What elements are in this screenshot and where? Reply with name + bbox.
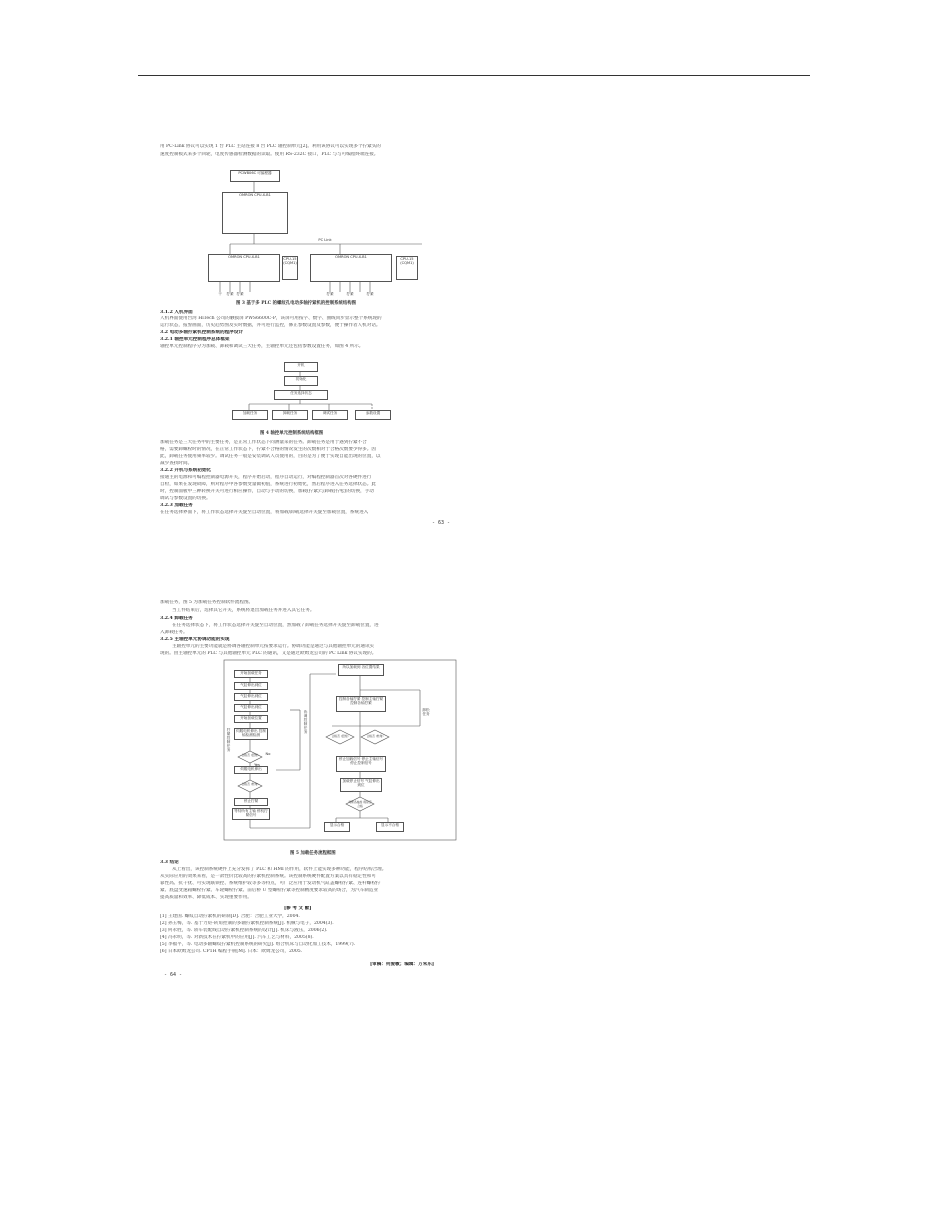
fig4-task-box: 参数设置 — [355, 410, 391, 420]
body-line: 减少查找时间。 — [160, 461, 193, 466]
flow-left-box: 等待所有主轴 停机拧紧信号 — [232, 808, 270, 820]
flow-right-box: 停止加载信号 停止主轴信号 停止控制信号 — [336, 756, 386, 772]
flow-left-box: 气缸伸出到位 — [234, 693, 268, 701]
axis-plc-right: OMRON CPU-X-B1 — [310, 254, 392, 282]
axis-extra-left: CPU-15 (CQM1) — [282, 256, 298, 280]
reference-item: [2] 孙玉梅，等. 基于力矩-转角控制的多轴拧紧机控制系统[J]. 机械与电子，2004(3). — [160, 921, 334, 926]
body-line: 紧、底盘变速箱螺栓拧紧、车轮螺栓拧紧、前后桥 U 型螺栓拧紧等控制精度要求较高的场合，为汽车制造业 — [160, 888, 379, 893]
section-heading: 3.2.2 开机与系统初始化 — [160, 468, 212, 473]
flow-side-label: 拧紧控制任务 — [226, 728, 231, 752]
figure-4-caption: 图 4 轴控单元控制系统结构框图 — [260, 431, 324, 436]
reference-item: [3] 何永胜，等. 轿车装配线自动拧紧机控制系统的设计[J]. 机床与液压，2006(2). — [160, 928, 328, 933]
flow-left-box: 伺服电机伸出 — [234, 766, 268, 774]
figure-5-diagram — [160, 600, 460, 860]
page-number: - 64 - — [164, 972, 183, 978]
section-heading: 3.3 结论 — [160, 860, 179, 865]
body-line: 当工件结束后，选择其它开关，系统将退出加载任务并进入其它任务。 — [172, 608, 315, 613]
page-64-scan — [160, 600, 460, 1020]
body-line: 时，控制面板中三种转换开关可进行相应操作，自动与手动的切换，加载(拧紧)与卸载(拧松)的切换，手动 — [160, 489, 374, 494]
flow-left-box: 气缸伸出到位 — [234, 704, 268, 712]
body-line: 调试与参数设置的切换。 — [160, 496, 211, 501]
flow-left-box: 气缸伸出到位 — [234, 682, 268, 690]
pc-link-label: PC Link — [318, 238, 332, 242]
intro-line: 用 PC-Link 协议可以实现 1 台 PLC 主站连接 8 台 PLC 轴控制单元[2]。利用该协议可以实现多个拧紧头的 — [160, 144, 381, 149]
axis-extra-right: CPU-15 (CQM1) — [396, 256, 418, 280]
body-line: 加载任务，图 5 为加载任务控制软件流程图。 — [160, 600, 254, 605]
fig4-start-box: 开机 — [284, 362, 318, 372]
fig4-task-box: 卸载任务 — [272, 410, 308, 420]
flow-diamond-label: 合格否 (扭矩) — [241, 753, 259, 757]
body-line: 现的。由主轴控单元的 PLC 与其他轴控单元 PLC 的通讯，又是通过欧姆龙公司的 PC Link 协议实现的。 — [160, 651, 377, 656]
section-heading: 3.2.5 主轴控单元协调功能的实现 — [160, 637, 230, 642]
section-heading: 3.2.3 加载任务 — [160, 503, 193, 508]
body-line: 加载任务是三大任务中的主要任务，是正常工作状态下同测量采的任务。卸载任务是用于遇到拧紧不合 — [160, 440, 367, 445]
header-rule — [138, 75, 810, 76]
flow-right-box: 控制各轴拧紧 控制主轴拧紧 控制各轴拧紧 — [336, 696, 386, 712]
body-line: 从上看出，该控制系统硬件上充分发挥了 PLC 和 HMI 的作用，软件上能实现多种功能，程序结构合理。 — [172, 867, 387, 872]
fig4-select-box: 任务选择状态 — [274, 390, 328, 400]
axis-label: 干 — [216, 292, 224, 300]
page-number: - 63 - — [432, 520, 451, 526]
reference-item: [1] 王建国. 螺纹自动拧紧机的研制[D]. 合肥：合肥工业大学，2004. — [160, 914, 300, 919]
figure-3-caption: 图 3 基于多 PLC 的螺纹孔电动多轴拧紧机的控制系统结构图 — [236, 301, 357, 306]
reference-item: [4] 冯永明，等. 对新技术在拧紧机中的应用[J]. 汽车工艺与材料，2005(8). — [160, 935, 314, 940]
body-line: 运行状态，报警画面，历史趋势图及实时数据，并可进行监控，修正参数设置及参数，便于操作者人机对话。 — [160, 323, 381, 328]
axis-label: 拧紧 — [346, 292, 354, 300]
body-line: 此，卸载任务使用频率较少。调试任务一般是安装调试人员使用的，目的是为了便于实现自能出现的位置，以 — [160, 454, 381, 459]
fig4-init-box: 初始化 — [284, 376, 318, 386]
fig4-task-box: 调试任务 — [312, 410, 348, 420]
flow-left-box: 开始加载任务 — [234, 670, 268, 678]
reference-item: [6] 日本欧姆龙公司. CP1H 编程手册[M]. 日本：欧姆龙公司，2005. — [160, 949, 303, 954]
axis-plc-left: OMRON CPU-X-B1 — [208, 254, 280, 282]
editor-note: [审稿：何爱敏；编辑：万朱乐] — [370, 962, 435, 967]
flow-right-box: 加载停止信号 气缸伸出到位 — [340, 778, 382, 792]
body-line: 接通主的电源和可编程控制器电源开关，程序开始启动，程序自动运行，对编程控制器首次对各硬件进行 — [160, 475, 372, 480]
body-line: 靠性高、抗干扰、可实现联锁控、系统维护较等多等特点，可广泛应用于发动机气缸盖螺栓拧紧、连杆螺栓拧 — [160, 881, 381, 886]
fig4-task-box: 加载任务 — [232, 410, 268, 420]
flow-diamond-label: 合格否 (扭矩) — [331, 734, 349, 738]
body-line: 轴控单元控制程序分为加载、卸载和调试三大任务，主轴控单元还包括参数设置任务，如图 4 所示。 — [160, 344, 364, 349]
body-line: 格，需要卸螺栓时的情况，在正常工作状态下，拧紧不合格的情况发生的次数相对于合格次数要少得多。因 — [160, 447, 376, 452]
figure-5-caption: 图 5 加载任务流程框图 — [290, 851, 336, 856]
flow-diamond-label: 合格否 (转角) — [241, 782, 259, 786]
flow-end-box: 显示不合格 — [376, 822, 404, 832]
body-line: 提高质量和效率、降低成本、实现重要作用。 — [160, 895, 252, 900]
master-plc-label: OMRON CPU-X-B1 — [239, 193, 271, 197]
section-heading: 3.2.1 轴控单元控制程序总体框架 — [160, 337, 230, 342]
flow-left-box: 停止拧紧 — [234, 798, 268, 806]
flow-yes-label: Yes — [254, 763, 260, 767]
references-title: [参 考 文 献] — [284, 906, 312, 911]
body-line: 在任务选择界面下，将工作状态选择开关旋至自动位置，将加载/卸载选择开关旋至加载位置，系统进入 — [160, 510, 369, 515]
body-line: 人机界面使用台湾 HiTech 公司的触摸屏 PWS6600C-P，该屏可用按字、数字、曲线同步显示整个系统现的 — [160, 316, 382, 321]
flow-end-box: 显示合格 — [324, 822, 350, 832]
body-line: 自检，如果在发现故障，则对程序中各参数变量做初值，系统进行初始化，然后程序进入任务选择状态。此 — [160, 482, 376, 487]
flow-side-label: 卸松任务 — [422, 708, 430, 716]
flow-diamond-label: 判断各轴加 载是否合格 — [348, 800, 372, 808]
reference-item: [5] 李福平，等. 电动多轴螺纹拧紧机控制系统的研究[J]. 组合机床与自动化加工技术，1999(7). — [160, 942, 356, 947]
body-line: 在任务选择状态下，将工作状态选择开关旋至自动位置，然加载 / 卸载任务选择开关旋至卸载位置，进 — [172, 623, 379, 628]
axis-label: 拧紧 — [236, 292, 244, 300]
axis-label: 拧紧 — [226, 292, 234, 300]
axis-label: 拧紧 — [326, 292, 334, 300]
page-63-scan — [160, 140, 460, 560]
body-line: 入卸载任务。 — [160, 630, 188, 635]
programmer-box: PCWB06C 可编程器 — [230, 170, 280, 182]
flow-diamond-label: 合格否 (转角) — [366, 734, 384, 738]
flow-right-box: 所以加载到 各位置结果 — [338, 664, 384, 676]
section-heading: 3.2 电动多轴拧紧机控制系统的程序设计 — [160, 330, 244, 335]
axis-label: 拧紧 — [366, 292, 374, 300]
body-line: 主轴控单元的主要功能就是协调各轴控制单元按要求运行。协调功能是通过与其他轴控单元的通讯实 — [172, 644, 375, 649]
section-heading: 3.2.4 卸载任务 — [160, 616, 193, 621]
flow-left-box: 伺服电机伸出 控制轴检测检测 — [234, 728, 268, 740]
section-heading: 3.1.2 人机界面 — [160, 310, 193, 315]
flow-side-label: 协调控制任务 — [303, 710, 308, 734]
body-line: 从实际应用的效果来看，是一款性价比较高的拧紧机控制系统。该控制系统硬件配置方案以具有稳定性和可 — [160, 874, 376, 879]
intro-line: 速度控制模式来多个回轮，电度传感器检测数据的读取。使用 RS-232C 接口，PLC 与与可编程终端连接。 — [160, 152, 379, 157]
flow-no-label: No — [265, 752, 271, 756]
flow-left-box: 开始加载位置 — [234, 715, 268, 723]
